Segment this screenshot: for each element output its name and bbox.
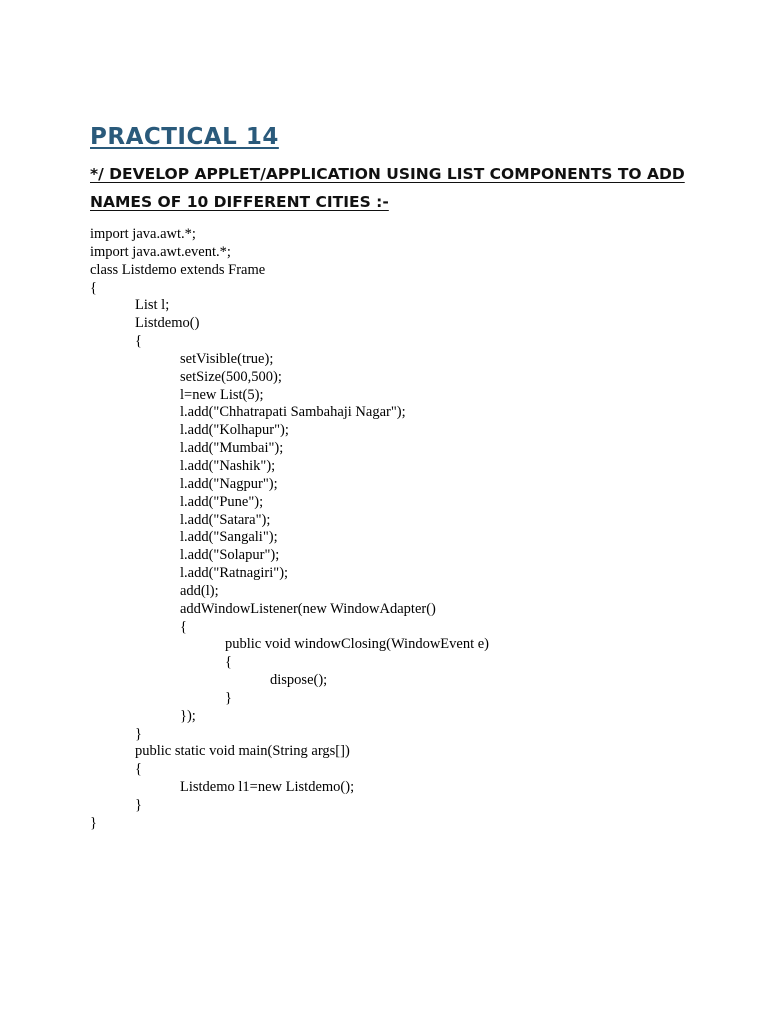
code-line: l.add("Nagpur"); [180, 475, 278, 492]
code-line: Listdemo() [135, 315, 200, 332]
code-line: public void windowClosing(WindowEvent e) [225, 636, 490, 653]
code-line: Listdemo l1=new Listdemo(); [180, 779, 355, 796]
code-line: public static void main(String args[]) [135, 743, 350, 760]
code-line: { [135, 761, 142, 778]
code-line: l.add("Nashik"); [180, 457, 276, 474]
code-block [90, 226, 489, 833]
code-line: { [225, 654, 232, 671]
code-line: }); [180, 707, 196, 724]
code-line: l.add("Mumbai"); [180, 440, 284, 457]
page-title: PRACTICAL 14 [90, 124, 279, 150]
code-line: l=new List(5); [180, 386, 264, 403]
code-line: setSize(500,500); [180, 368, 282, 385]
code-line: { [135, 333, 142, 350]
code-line: dispose(); [270, 672, 328, 689]
code-line: } [135, 725, 142, 742]
practical-subtitle: */ DEVELOP APPLET/APPLICATION USING LIST COMPONENTS TO ADD NAMES OF 10 DIFFERENT CITIES :- [90, 165, 685, 211]
code-line: { [90, 279, 97, 296]
code-line: add(l); [180, 582, 219, 599]
code-line: class Listdemo extends Frame [90, 261, 266, 278]
code-line: l.add("Sangali"); [180, 529, 278, 546]
code-line: List l; [135, 297, 170, 314]
code-line: l.add("Kolhapur"); [180, 422, 289, 439]
code-line: l.add("Chhatrapati Sambahaji Nagar"); [180, 404, 406, 421]
code-line: l.add("Pune"); [180, 493, 264, 510]
code-line: import java.awt.*; [90, 226, 196, 242]
code-line: } [225, 689, 232, 706]
code-line: import java.awt.event.*; [90, 243, 231, 260]
code-line: l.add("Ratnagiri"); [180, 565, 289, 582]
code-line: } [135, 797, 142, 813]
code-line: } [90, 814, 97, 831]
code-line: setVisible(true); [180, 350, 274, 367]
code-line: addWindowListener(new WindowAdapter() [180, 600, 436, 617]
code-line: { [180, 618, 187, 635]
code-line: l.add("Satara"); [180, 511, 271, 528]
code-line: l.add("Solapur"); [180, 547, 280, 564]
